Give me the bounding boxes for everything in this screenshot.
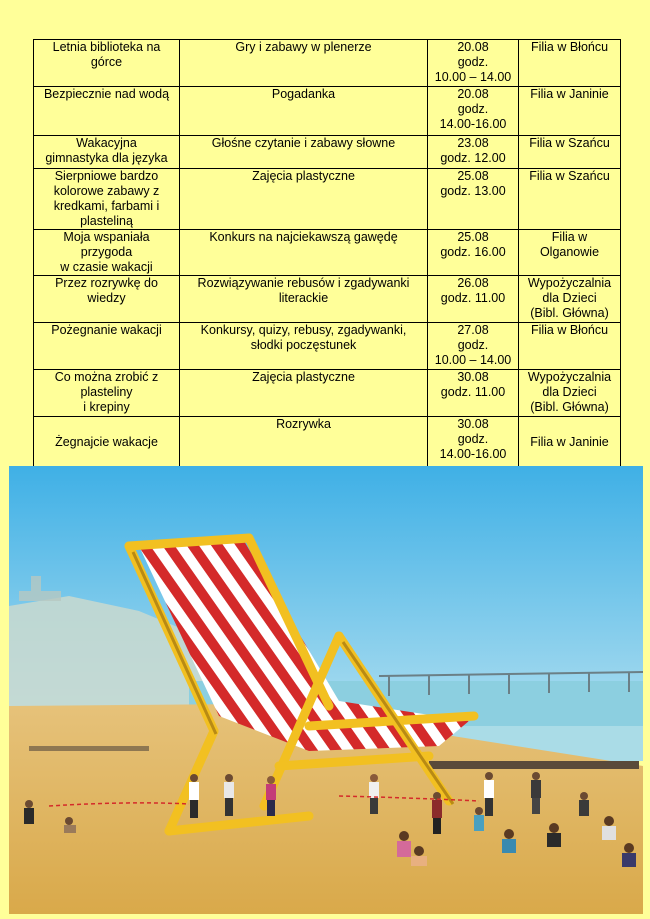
event-title: Moja wspaniała przygoda w czasie wakacji [34,230,180,276]
events-table-container [33,39,620,468]
table-row [34,169,621,230]
event-activity: Pogadanka [180,87,428,136]
event-activity: Konkurs na najciekawszą gawędę [180,230,428,276]
event-place: Wypożyczalnia dla Dzieci (Bibl. Główna) [519,276,621,323]
event-date: 26.08 godz. 11.00 [428,276,519,323]
event-title: Żegnajcie wakacje [34,417,180,468]
event-date: 20.08 godz. 14.00-16.00 [428,87,519,136]
event-place: Filia w Szańcu [519,136,621,169]
event-place: Wypożyczalnia dla Dzieci (Bibl. Główna) [519,370,621,417]
groyne [429,761,639,769]
table-row [34,136,621,169]
event-place: Filia w Błońcu [519,40,621,87]
person [24,800,34,824]
event-place: Filia w Janinie [519,87,621,136]
groyne-left [29,746,149,751]
event-place: Filia w Szańcu [519,169,621,230]
event-place: Filia w Olganowie [519,230,621,276]
table-row [34,230,621,276]
event-activity: Głośne czytanie i zabawy słowne [180,136,428,169]
event-title: Przez rozrywkę do wiedzy [34,276,180,323]
event-activity: Rozwiązywanie rebusów i zgadywanki literackie [180,276,428,323]
event-date: 25.08 godz. 13.00 [428,169,519,230]
table-row [34,370,621,417]
event-activity: Gry i zabawy w plenerze [180,40,428,87]
event-place: Filia w Janinie [519,417,621,468]
table-row [34,417,621,468]
events-table [33,39,621,468]
event-date: 25.08 godz. 16.00 [428,230,519,276]
person [579,792,589,816]
beach-photo [9,466,643,914]
event-activity: Konkursy, quizy, rebusy, zgadywanki, słodki poczęstunek [180,323,428,370]
event-activity: Zajęcia plastyczne [180,169,428,230]
table-row [34,276,621,323]
event-title: Sierpniowe bardzo kolorowe zabawy z kredkami, farbami i plasteliną [34,169,180,230]
event-title: Co można zrobić z plasteliny i krepiny [34,370,180,417]
event-title: Bezpiecznie nad wodą [34,87,180,136]
event-title: Pożegnanie wakacji [34,323,180,370]
table-row [34,40,621,87]
person [474,807,484,831]
event-date: 20.08 godz. 10.00 – 14.00 [428,40,519,87]
event-title: Letnia biblioteka na górce [34,40,180,87]
table-row [34,323,621,370]
event-title: Wakacyjna gimnastyka dla języka [34,136,180,169]
table-row [34,87,621,136]
event-date: 23.08 godz. 12.00 [428,136,519,169]
event-place: Filia w Błońcu [519,323,621,370]
event-date: 30.08 godz. 11.00 [428,370,519,417]
event-date: 27.08 godz. 10.00 – 14.00 [428,323,519,370]
event-date: 30.08 godz. 14.00-16.00 [428,417,519,468]
beach-deckchair-illustration [9,466,643,914]
event-activity: Zajęcia plastyczne [180,370,428,417]
event-activity: Rozrywka [180,417,428,468]
